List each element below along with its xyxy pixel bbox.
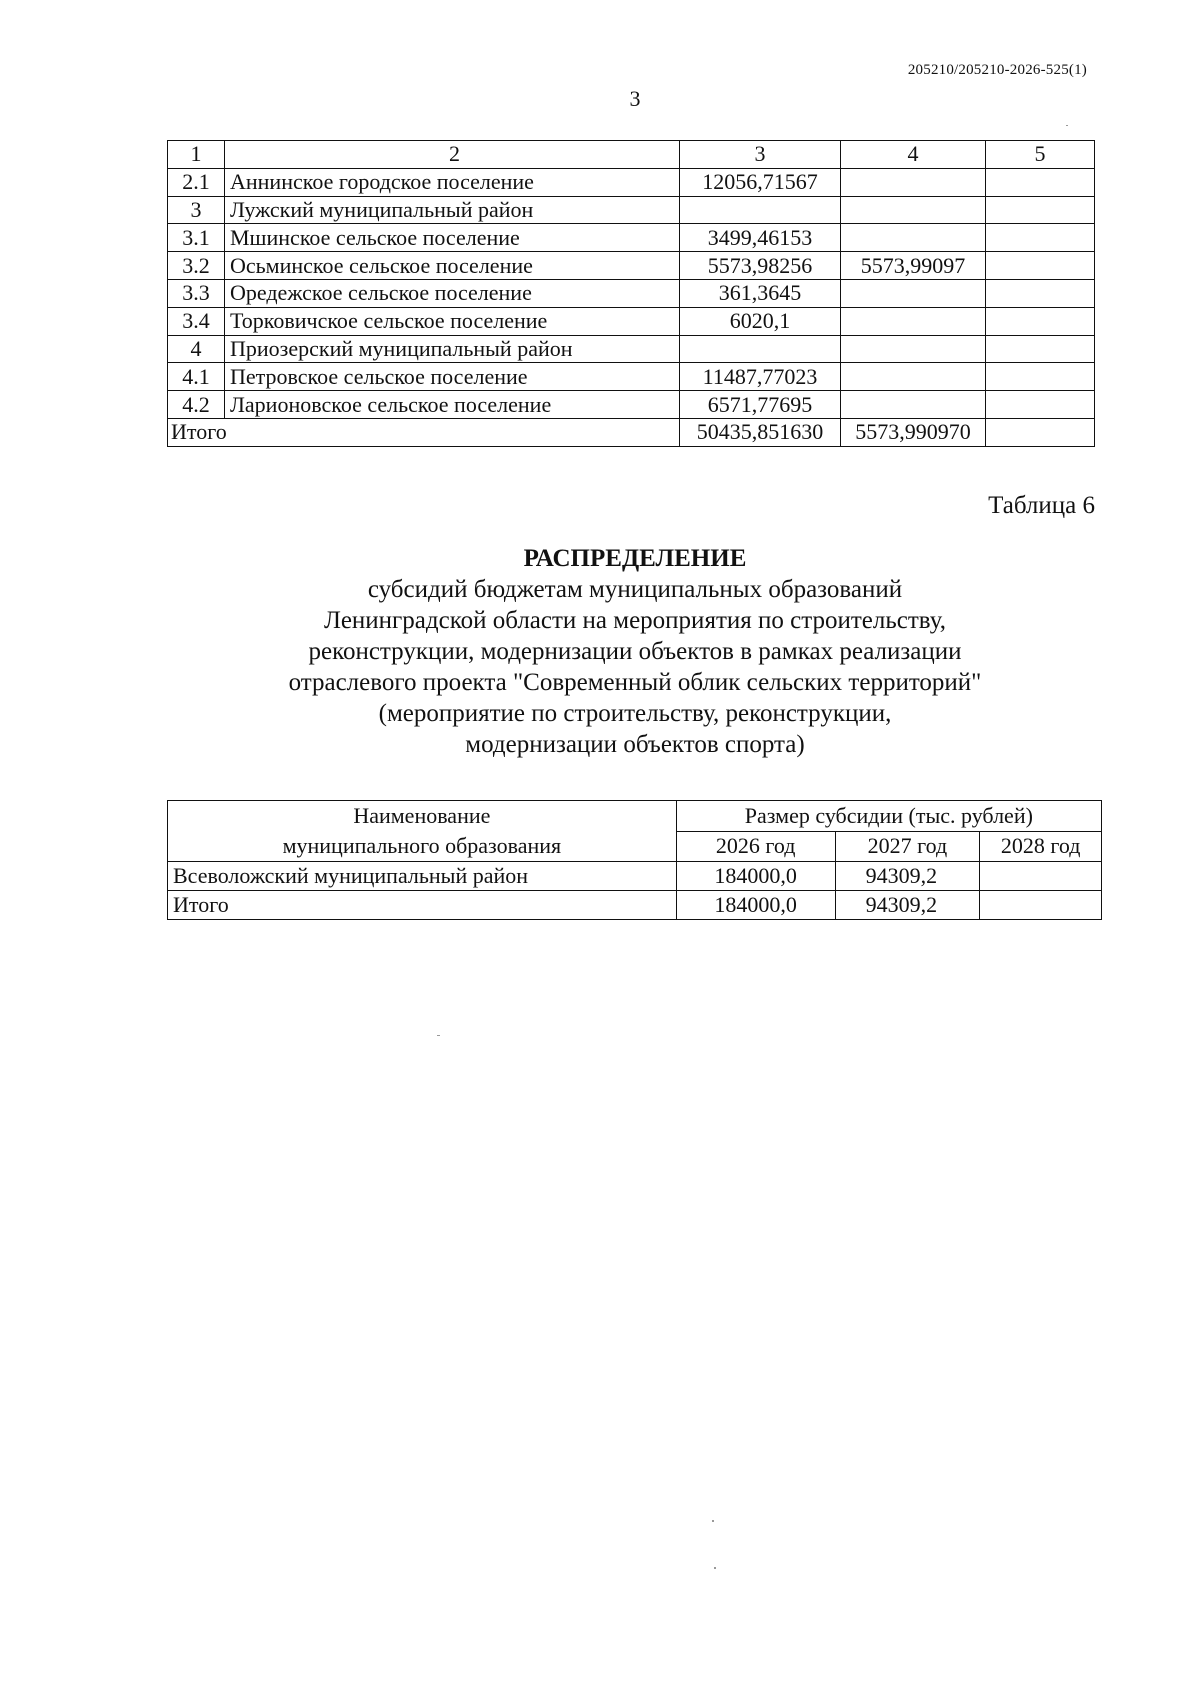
row-value-3: 6020,1 (680, 307, 841, 335)
row-value-3: 361,3645 (680, 279, 841, 307)
row-value-5 (986, 279, 1095, 307)
row-value-4 (841, 196, 986, 224)
row-value-4 (841, 391, 986, 419)
heading-title: РАСПРЕДЕЛЕНИЕ (523, 545, 747, 572)
col-header-1: 1 (168, 141, 225, 169)
table-row (168, 307, 1095, 335)
row-value-4 (841, 307, 986, 335)
scan-speck (714, 1567, 716, 1569)
row-value-5 (986, 307, 1095, 335)
row-number: 4.2 (168, 391, 225, 419)
col-header-year-2026: 2026 год (676, 831, 835, 862)
row-value-4: 5573,99097 (841, 252, 986, 280)
row-number: 3 (168, 196, 225, 224)
col-header-3: 3 (680, 141, 841, 169)
total-value-2027: 94309,2 (835, 891, 980, 920)
col-header-4: 4 (841, 141, 986, 169)
row-value-3: 12056,71567 (680, 168, 841, 196)
total-row (168, 891, 1102, 920)
heading-line: (мероприятие по строительству, реконструкции, (378, 700, 892, 727)
table-row (168, 335, 1095, 363)
row-value-3 (680, 335, 841, 363)
table-header-row (168, 141, 1095, 169)
row-value-3: 3499,46153 (680, 224, 841, 252)
row-value-5 (986, 252, 1095, 280)
col-header-year-2028: 2028 год (980, 831, 1102, 862)
table-row (168, 862, 1102, 891)
heading-line: субсидий бюджетам муниципальных образований (367, 576, 903, 603)
row-name: Аннинское городское поселение (225, 168, 680, 196)
col-header-subsidy-size: Размер субсидии (тыс. рублей) (676, 801, 1101, 832)
row-value-4 (841, 335, 986, 363)
row-number: 3.3 (168, 279, 225, 307)
row-value-3: 5573,98256 (680, 252, 841, 280)
document-id: 205210/205210-2026-525(1) (907, 62, 1087, 78)
scan-speck (437, 1035, 440, 1036)
row-value-3: 11487,77023 (680, 363, 841, 391)
row-name: Оредежское сельское поселение (225, 279, 680, 307)
row-value-5 (986, 335, 1095, 363)
table-row (168, 196, 1095, 224)
row-number: 3.4 (168, 307, 225, 335)
row-value-3: 6571,77695 (680, 391, 841, 419)
row-value-2027: 94309,2 (835, 862, 980, 891)
row-name: Ларионовское сельское поселение (225, 391, 680, 419)
row-number: 2.1 (168, 168, 225, 196)
row-value-4 (841, 224, 986, 252)
scan-speck (712, 1520, 714, 1522)
row-value-5 (986, 196, 1095, 224)
row-value-2026: 184000,0 (676, 862, 835, 891)
table-row (168, 168, 1095, 196)
row-number: 4 (168, 335, 225, 363)
heading-line: реконструкции, модернизации объектов в рамках реализации (308, 638, 962, 665)
col-header-2: 2 (225, 141, 680, 169)
row-name: Торковичское сельское поселение (225, 307, 680, 335)
row-value-5 (986, 224, 1095, 252)
table-row (168, 391, 1095, 419)
row-value-4 (841, 168, 986, 196)
page-number: 3 (629, 86, 641, 111)
table-row (168, 252, 1095, 280)
row-number: 3.2 (168, 252, 225, 280)
row-name: Лужский муниципальный район (225, 196, 680, 224)
col-header-name (168, 801, 677, 862)
row-name: Осьминское сельское поселение (225, 252, 680, 280)
total-value-5 (986, 418, 1095, 446)
row-value-5 (986, 363, 1095, 391)
row-value-4 (841, 363, 986, 391)
row-name: Петровское сельское поселение (225, 363, 680, 391)
heading-line: отраслевого проекта "Современный облик сельских территорий" (288, 669, 982, 696)
total-value-3: 50435,851630 (680, 418, 841, 446)
total-value-2028 (980, 891, 1102, 920)
col-header-name-line1: Наименование (353, 803, 491, 828)
row-name: Всеволожский муниципальный район (168, 862, 677, 891)
col-header-year-2027: 2027 год (835, 831, 980, 862)
row-name: Мшинское сельское поселение (225, 224, 680, 252)
heading-line: модернизации объектов спорта) (465, 731, 805, 758)
row-number: 3.1 (168, 224, 225, 252)
table-row (168, 224, 1095, 252)
table-row (168, 279, 1095, 307)
row-value-5 (986, 168, 1095, 196)
row-value-3 (680, 196, 841, 224)
total-label: Итого (168, 891, 677, 920)
row-value-5 (986, 391, 1095, 419)
total-value-4: 5573,990970 (841, 418, 986, 446)
table-header-row (168, 801, 1102, 832)
table-6-heading (0, 543, 1200, 760)
col-header-5: 5 (986, 141, 1095, 169)
scan-speck (1066, 125, 1068, 126)
table-6-label: Таблица 6 (988, 492, 1095, 519)
row-name: Приозерский муниципальный район (225, 335, 680, 363)
table-5-continuation (167, 140, 1095, 447)
row-number: 4.1 (168, 363, 225, 391)
table-row (168, 363, 1095, 391)
row-value-4 (841, 279, 986, 307)
table-6 (167, 800, 1102, 920)
heading-line: Ленинградской области на мероприятия по строительству, (324, 607, 946, 634)
row-value-2028 (980, 862, 1102, 891)
col-header-name-line2: муниципального образования (282, 833, 562, 858)
total-row (168, 418, 1095, 446)
total-label: Итого (168, 418, 680, 446)
total-value-2026: 184000,0 (676, 891, 835, 920)
